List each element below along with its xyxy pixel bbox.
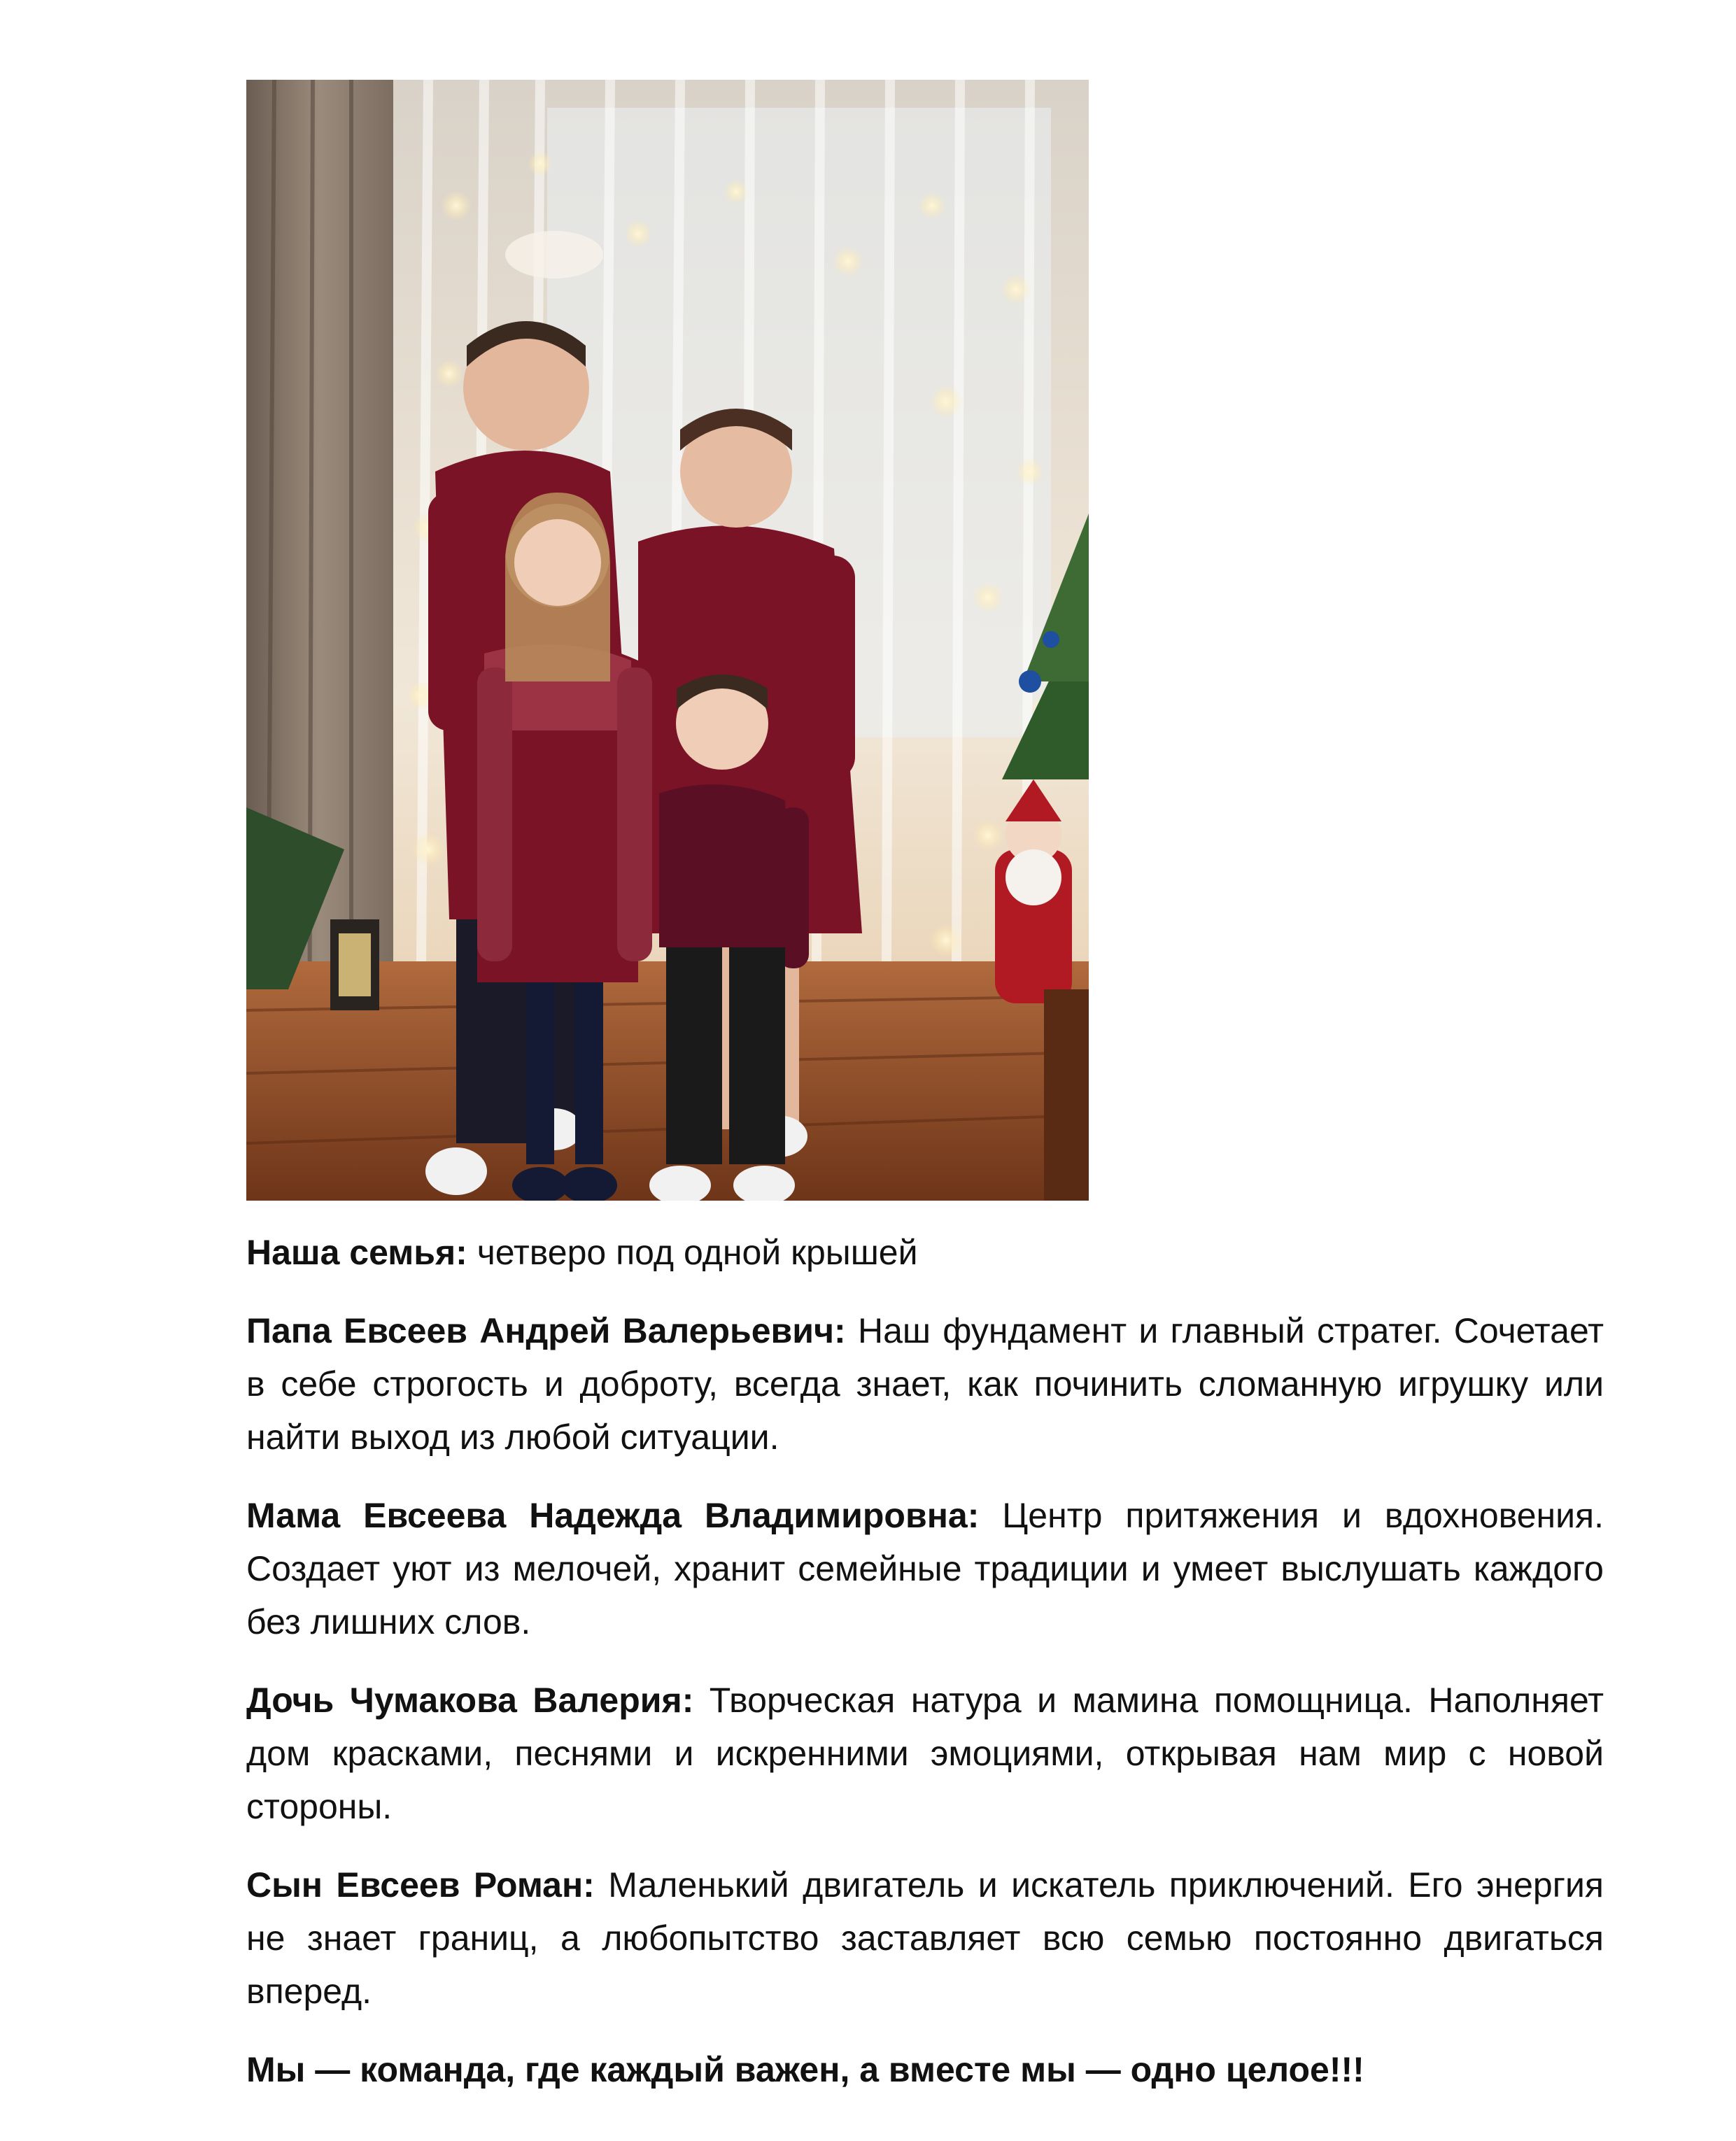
text-daughter: Творческая натура и мамина помощница. Наполняет дом красками, песнями и искренними эмоциями, открывая нам мир с новой стороны. xyxy=(246,1681,1604,1826)
label-father: Папа Евсеев Андрей Валерьевич: xyxy=(246,1311,846,1350)
paragraph-mother xyxy=(246,1489,1604,1648)
text-mother: Центр притяжения и вдохновения. Создает уют из мелочей, хранит семейные традиции и умеет выслушать каждого без лишних слов. xyxy=(246,1496,1604,1641)
label-family: Наша семья: xyxy=(246,1233,467,1272)
text-son: Маленький двигатель и искатель приключений. Его энергия не знает границ, а любопытство заставляет всю семью постоянно двигаться вперед. xyxy=(246,1865,1604,2011)
family-photo xyxy=(246,80,1089,1201)
paragraph-family-intro xyxy=(246,1226,1604,1279)
family-photo-illustration xyxy=(246,80,1089,1201)
paragraph-daughter xyxy=(246,1674,1604,1833)
text-family: четверо под одной крышей xyxy=(467,1233,918,1272)
paragraph-father xyxy=(246,1304,1604,1464)
label-mother: Мама Евсеева Надежда Владимировна: xyxy=(246,1496,980,1535)
paragraph-son xyxy=(246,1858,1604,2018)
label-son: Сын Евсеев Роман: xyxy=(246,1865,595,1905)
text-father: Наш фундамент и главный стратег. Сочетает в себе строгость и доброту, всегда знает, как починить сломанную игрушку или найти выход из любой ситуации. xyxy=(246,1311,1604,1457)
closing-statement: Мы — команда, где каждый важен, а вместе мы — одно целое!!! xyxy=(246,2050,1364,2089)
label-daughter: Дочь Чумакова Валерия: xyxy=(246,1681,694,1720)
